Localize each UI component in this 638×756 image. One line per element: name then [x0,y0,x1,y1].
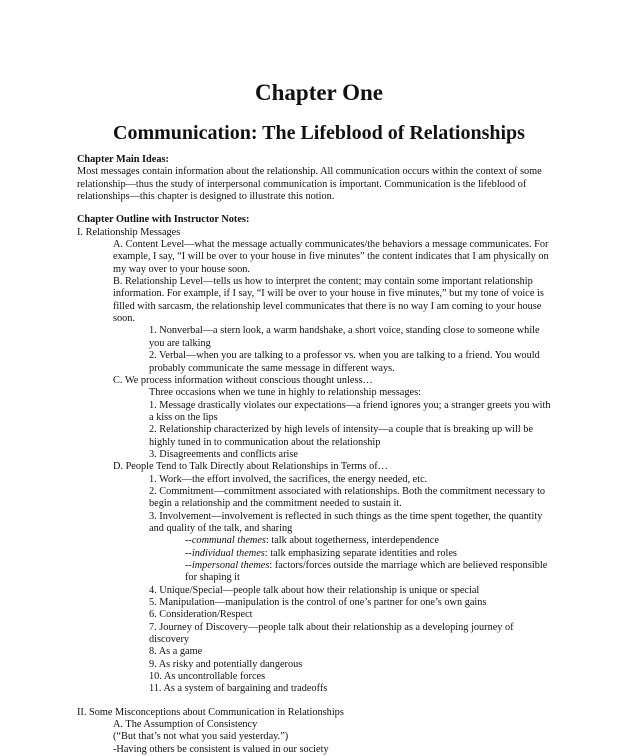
outline-subitem: 1. Message drastically violates our expectations—a friend ignores you; a stranger greets you with [149,399,551,411]
outline-subitem: highly tuned in to communication about the relationship [149,436,381,448]
outline-item: example, I say, “I will be over to your house in five minutes” the content indicates that I am physically on [113,251,549,263]
outline-subitem: 3. Involvement—involvement is reflected in such things as the time spent together, the quantity [149,510,543,522]
theme-line [77,535,562,547]
outline-subitem: 9. As risky and potentially dangerous [149,658,303,670]
outline-item: information. For example, if I say, “I will be over to your house in five minutes,” but my tone of voice is [113,288,544,300]
outline-subitem: 1. Nonverbal—a stern look, a warm handshake, a short voice, standing close to someone while [149,325,540,337]
theme-text: : talk about togetherness, interdependence [265,535,439,547]
dash-prefix: -- [185,547,192,559]
outline-subitem: 3. Disagreements and conflicts arise [149,448,298,460]
outline-item: C. We process information without conscious thought unless… [113,374,373,386]
page-subtitle: Communication: The Lifeblood of Relationships [113,122,525,144]
outline-subitem: probably communicate the same message in different ways. [149,362,395,374]
theme-text: : talk emphasizing separate identities and roles [264,547,457,559]
main-ideas-line: relationship—thus the study of interpersonal communication is important. Communication is the lifeblood of [77,178,527,190]
theme-line: for shaping it [185,572,240,584]
outline-subitem: 1. Work—the effort involved, the sacrifices, the energy needed, etc. [149,473,428,485]
main-ideas-line: relationships—this chapter is designed to illustrate this notion. [77,191,335,203]
document-body [77,154,562,756]
outline-item: filled with sarcasm, the relationship level communicates that there is no way I am coming to your house [113,300,542,312]
outline-item: A. Content Level—what the message actually communicates/the behaviors a message communicates. For [113,239,549,251]
outline-item: my way over to your house soon. [113,263,250,275]
theme-label: communal themes [191,535,266,547]
main-ideas-heading: Chapter Main Ideas: [77,154,169,165]
outline-subitem: 7. Journey of Discovery—people talk about their relationship as a developing journey of [149,621,514,633]
outline-item: soon. [113,313,136,325]
section-heading: I. Relationship Messages [77,226,181,238]
section-heading: II. Some Misconceptions about Communication in Relationships [77,706,344,718]
main-ideas-line: Most messages contain information about the relationship. All communication occurs within the context of some [77,166,542,178]
outline-subitem: 10. As uncontrollable forces [149,671,266,683]
theme-line [77,560,562,572]
outline-subitem: 11. As a system of bargaining and tradeoffs [149,683,328,695]
outline-subitem: 5. Manipulation—manipulation is the control of one’s partner for one’s own gains [149,597,487,609]
dash-prefix: -- [185,560,192,571]
outline-subitem: 4. Unique/Special—people talk about how their relationship is unique or special [149,584,480,596]
theme-text: : factors/forces outside the marriage which are believed responsible [269,560,548,571]
outline-subitem: 2. Commitment—commitment associated with relationships. Both the commitment necessary to [149,485,546,497]
outline-item: A. The Assumption of Consistency [113,719,258,731]
outline-item: -Having others be consistent is valued in our society [113,743,329,755]
theme-label: individual themes [191,547,265,559]
outline-subitem: 8. As a game [149,646,203,658]
outline-item: D. People Tend to Talk Directly about Relationships in Terms of… [113,461,388,473]
outline-subitem: 2. Relationship characterized by high levels of intensity—a couple that is breaking up will be [149,424,534,436]
outline-subitem: you are talking [149,337,211,349]
outline-subitem: begin a relationship and the commitment needed to sustain it. [149,498,402,510]
outline-heading: Chapter Outline with Instructor Notes: [77,214,250,226]
dash-prefix: -- [185,535,192,547]
outline-item: B. Relationship Level—tells us how to interpret the content; may contain some important relationship [113,276,533,288]
outline-subitem: 6. Consideration/Respect [149,609,253,621]
outline-subitem: Three occasions when we tune in highly to relationship messages: [149,387,421,399]
outline-subitem: and quality of the talk, and sharing [149,522,293,534]
outline-item: (“But that’s not what you said yesterday.”) [113,731,289,743]
outline-subitem: discovery [149,634,190,646]
theme-line [77,548,562,560]
outline-subitem: 2. Verbal—when you are talking to a professor vs. when you are talking to a friend. You would [149,350,540,362]
page-title: Chapter One [255,80,383,105]
theme-label: impersonal themes [191,560,270,571]
outline-subitem: a kiss on the lips [149,411,218,423]
